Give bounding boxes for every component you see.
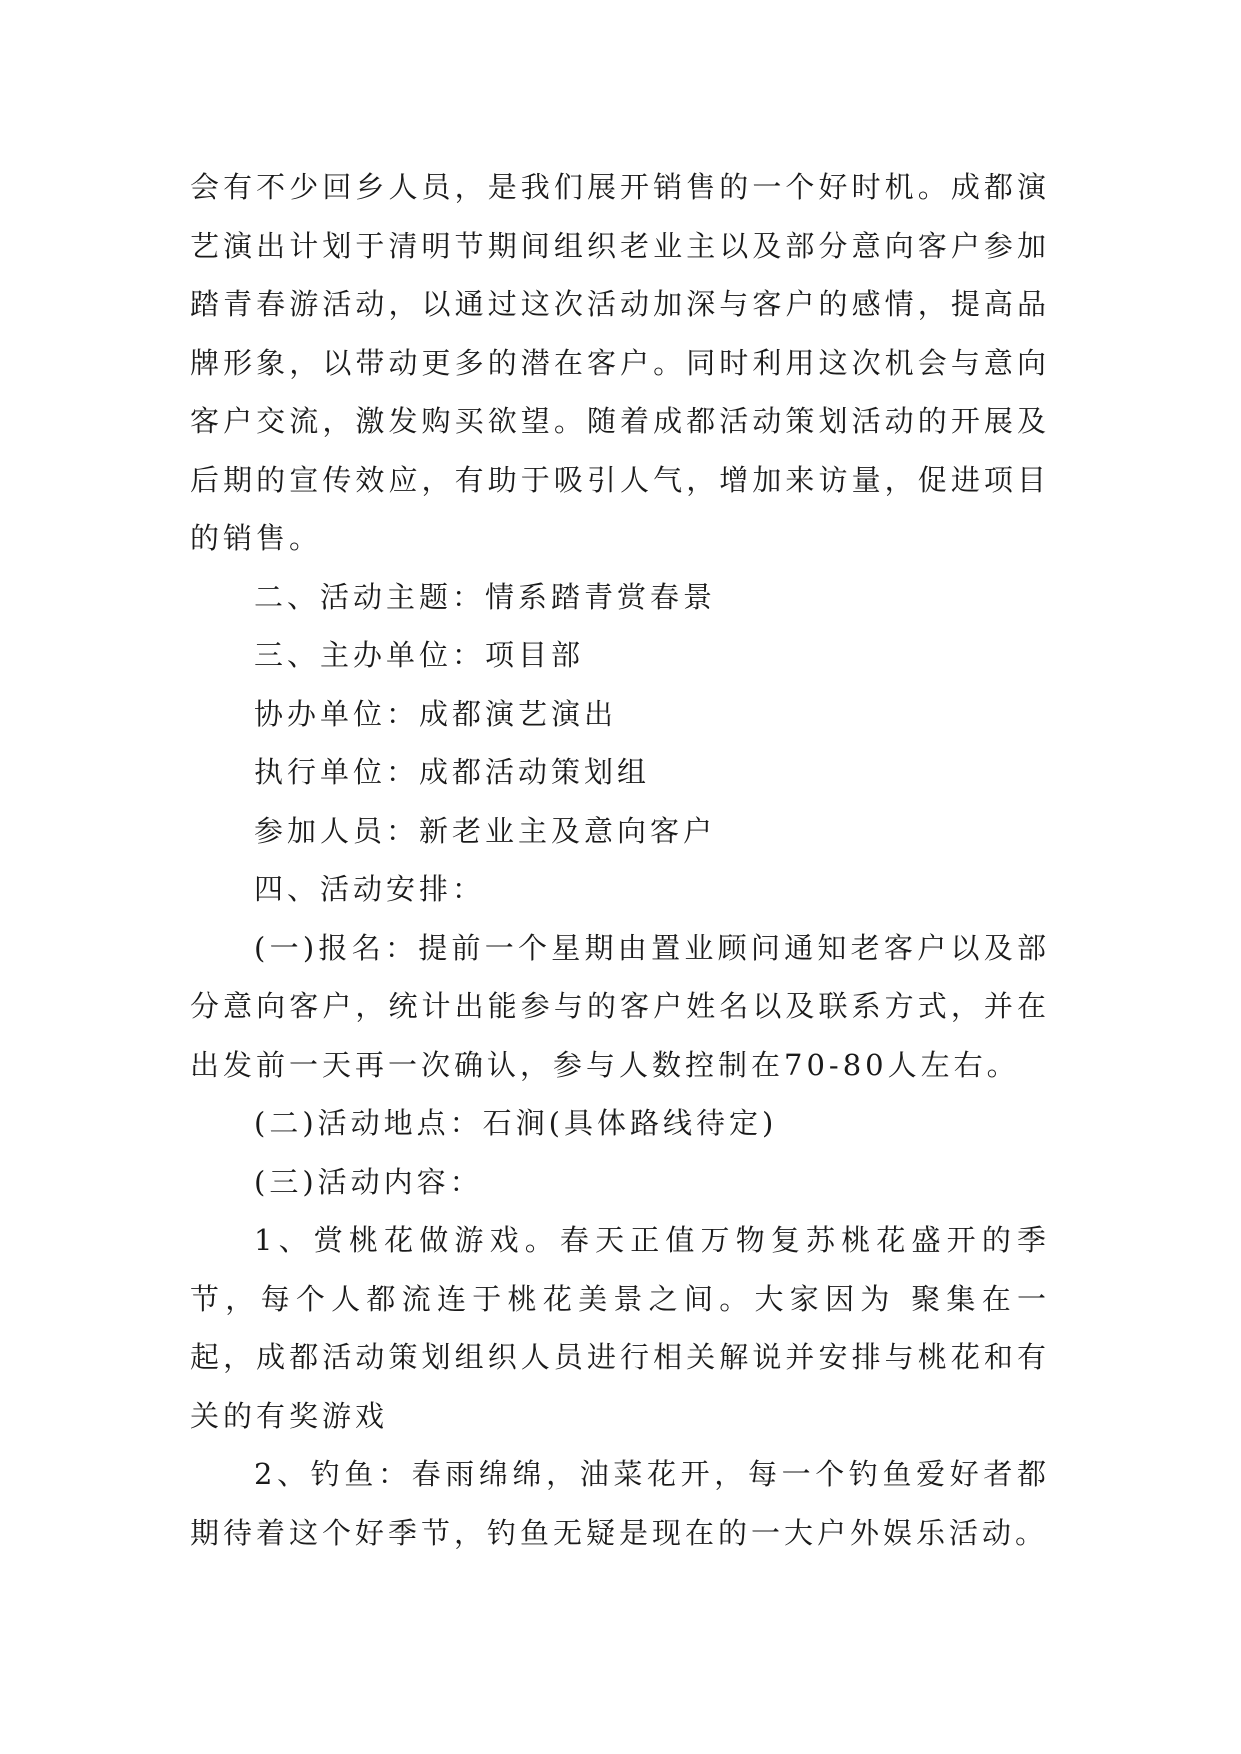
paragraph-arrangement-heading: 四、活动安排： [254, 872, 486, 906]
paragraph-organizer: 三、主办单位：项目部 [254, 638, 585, 672]
paragraph-co-organizer: 协办单位：成都演艺演出 [254, 696, 618, 731]
paragraph-content-heading: (三)活动内容： [254, 1164, 483, 1199]
paragraph-theme: 二、活动主题：情系踏青赏春景 [254, 579, 717, 614]
paragraph-fishing: 2、钓鱼：春雨绵绵，油菜花开，每一个钓鱼爱好者都期待着这个好季节，钓鱼无疑是现在的一大户外娱乐活动。 [190, 1457, 1050, 1550]
paragraph-registration: (一)报名：提前一个星期由置业顾问通知老客户以及部分意向客户，统计出能参与的客户姓名以及联系方式，并在出发前一天再一次确认，参与人数控制在70-80人左右。 [190, 930, 1050, 1082]
paragraph-executor: 执行单位：成都活动策划组 [254, 755, 651, 789]
document-page [190, 158, 1050, 1562]
paragraph-participants: 参加人员：新老业主及意向客户 [254, 813, 717, 848]
paragraph-location: (二)活动地点：石涧(具体路线待定) [254, 1106, 778, 1140]
paragraph-peach-blossom: 1、赏桃花做游戏。春天正值万物复苏桃花盛开的季节，每个人都流连于桃花美景之间。大家因为 聚集在一起，成都活动策划组织人员进行相关解说并安排与桃花和有关的有奖游戏 [190, 1223, 1050, 1433]
paragraph-intro: 会有不少回乡人员，是我们展开销售的一个好时机。成都演艺演出计划于清明节期间组织老业主以及部分意向客户参加踏青春游活动，以通过这次活动加深与客户的感情，提高品牌形象，以带动更多的潜在客户。同时利用这次机会与意向客户交流，激发购买欲望。随着成都活动策划活动的开展及后期的宣传效应，有助于吸引人气，增加来访量，促进项目的销售。 [190, 170, 1050, 555]
